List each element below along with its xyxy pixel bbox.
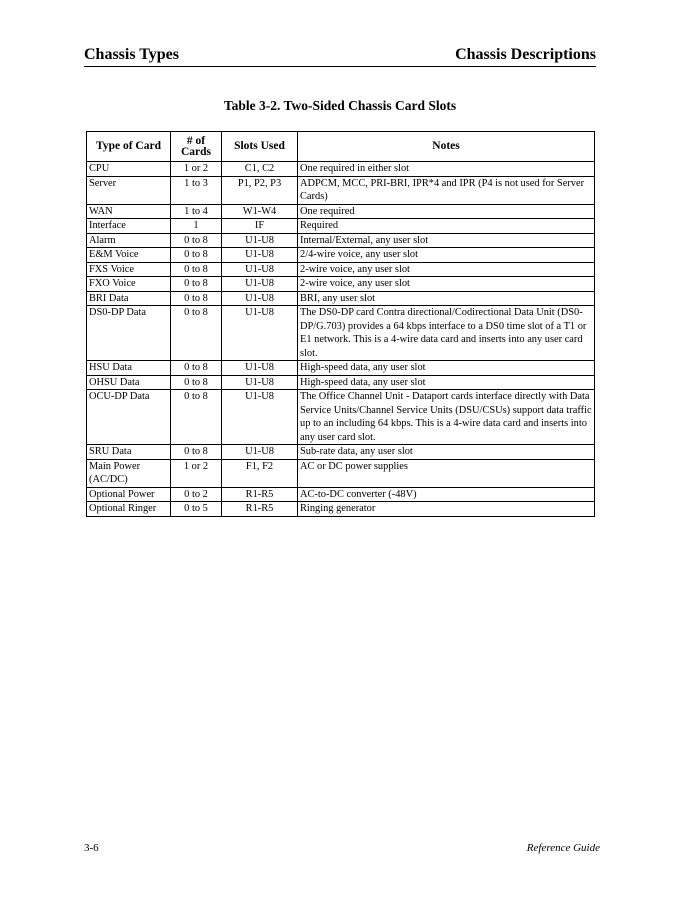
- cell-card-type: Alarm: [87, 233, 171, 248]
- header-section-title: Chassis Types: [84, 46, 179, 63]
- cell-notes: Sub-rate data, any user slot: [298, 445, 595, 460]
- cell-slots-used: U1-U8: [222, 291, 298, 306]
- cell-slots-used: R1-R5: [222, 502, 298, 517]
- cell-notes: 2/4-wire voice, any user slot: [298, 248, 595, 263]
- column-header-notes: Notes: [298, 132, 595, 162]
- cell-card-type: FXO Voice: [87, 277, 171, 292]
- cell-card-type: DS0-DP Data: [87, 306, 171, 361]
- cell-notes: ADPCM, MCC, PRI-BRI, IPR*4 and IPR (P4 is not used for Server Cards): [298, 176, 595, 204]
- table-row: [87, 361, 595, 376]
- cell-card-type: Optional Ringer: [87, 502, 171, 517]
- table-row: [87, 204, 595, 219]
- table-body: [87, 162, 595, 517]
- cell-notes: High-speed data, any user slot: [298, 375, 595, 390]
- cell-card-type: OCU-DP Data: [87, 390, 171, 445]
- cell-card-count: 0 to 8: [171, 262, 222, 277]
- cell-card-count: 0 to 8: [171, 361, 222, 376]
- cell-notes: BRI, any user slot: [298, 291, 595, 306]
- cell-notes: Ringing generator: [298, 502, 595, 517]
- cell-notes: One required: [298, 204, 595, 219]
- cell-card-type: E&M Voice: [87, 248, 171, 263]
- cell-slots-used: U1-U8: [222, 248, 298, 263]
- table-row: [87, 176, 595, 204]
- cell-card-count: 0 to 8: [171, 233, 222, 248]
- column-header-slots: Slots Used: [222, 132, 298, 162]
- cell-notes: 2-wire voice, any user slot: [298, 277, 595, 292]
- cell-card-count: 0 to 8: [171, 445, 222, 460]
- cell-notes: Internal/External, any user slot: [298, 233, 595, 248]
- cell-slots-used: U1-U8: [222, 445, 298, 460]
- cell-card-type: Main Power (AC/DC): [87, 459, 171, 487]
- table-row: [87, 502, 595, 517]
- cell-card-type: Server: [87, 176, 171, 204]
- table-row: [87, 445, 595, 460]
- cell-card-type: WAN: [87, 204, 171, 219]
- cell-card-type: HSU Data: [87, 361, 171, 376]
- cell-slots-used: U1-U8: [222, 277, 298, 292]
- cell-card-count: 1 or 2: [171, 162, 222, 177]
- cell-card-type: OHSU Data: [87, 375, 171, 390]
- cell-card-count: 0 to 5: [171, 502, 222, 517]
- cell-card-count: 0 to 8: [171, 375, 222, 390]
- table-title: Table 3-2. Two-Sided Chassis Card Slots: [223, 98, 457, 113]
- page-number: 3-6: [84, 842, 99, 854]
- cell-slots-used: U1-U8: [222, 262, 298, 277]
- cell-slots-used: W1-W4: [222, 204, 298, 219]
- table-row: [87, 262, 595, 277]
- table-row: [87, 459, 595, 487]
- header-chapter-title: Chassis Descriptions: [455, 46, 596, 63]
- cell-slots-used: C1, C2: [222, 162, 298, 177]
- cell-slots-used: F1, F2: [222, 459, 298, 487]
- cell-card-count: 0 to 8: [171, 248, 222, 263]
- cell-notes: The DS0-DP card Contra directional/Codirectional Data Unit (DS0-DP/G.703) provides a 64 kbps interface to a DS0 time slot of a T1 or E1 network. This is a 4-wire data card and inserts into any user card slot.: [298, 306, 595, 361]
- cell-notes: Required: [298, 219, 595, 234]
- cell-card-count: 0 to 8: [171, 306, 222, 361]
- cell-card-type: CPU: [87, 162, 171, 177]
- table-row: [87, 219, 595, 234]
- cell-card-count: 0 to 8: [171, 390, 222, 445]
- cell-card-count: 0 to 8: [171, 291, 222, 306]
- cell-slots-used: U1-U8: [222, 233, 298, 248]
- table-row: [87, 375, 595, 390]
- table-row: [87, 162, 595, 177]
- column-header-count: # of Cards: [171, 132, 222, 162]
- cell-card-type: FXS Voice: [87, 262, 171, 277]
- cell-slots-used: IF: [222, 219, 298, 234]
- cell-slots-used: R1-R5: [222, 487, 298, 502]
- table-row: [87, 277, 595, 292]
- cell-notes: The Office Channel Unit - Dataport cards interface directly with Data Service Units/Channel Service Units (DSU/CSUs) support data traffic up to an including 64 kbps. This is a 4-wire data card and inserts into any user card slot.: [298, 390, 595, 445]
- table-row: [87, 306, 595, 361]
- page-footer: [84, 842, 600, 854]
- document-title: Reference Guide: [526, 842, 600, 854]
- cell-slots-used: P1, P2, P3: [222, 176, 298, 204]
- cell-card-count: 1 to 4: [171, 204, 222, 219]
- cell-card-type: BRI Data: [87, 291, 171, 306]
- cell-card-count: 1 or 2: [171, 459, 222, 487]
- table-row: [87, 487, 595, 502]
- cell-notes: High-speed data, any user slot: [298, 361, 595, 376]
- column-header-type: Type of Card: [87, 132, 171, 162]
- card-slots-table: [86, 131, 595, 517]
- cell-card-count: 0 to 2: [171, 487, 222, 502]
- table-row: [87, 233, 595, 248]
- cell-card-type: Interface: [87, 219, 171, 234]
- table-row: [87, 248, 595, 263]
- cell-slots-used: U1-U8: [222, 390, 298, 445]
- cell-notes: 2-wire voice, any user slot: [298, 262, 595, 277]
- cell-card-count: 1: [171, 219, 222, 234]
- cell-notes: AC or DC power supplies: [298, 459, 595, 487]
- cell-card-type: SRU Data: [87, 445, 171, 460]
- table-row: [87, 390, 595, 445]
- page-header: [84, 42, 596, 67]
- cell-card-count: 0 to 8: [171, 277, 222, 292]
- cell-slots-used: U1-U8: [222, 375, 298, 390]
- table-header-row: [87, 132, 595, 162]
- cell-notes: One required in either slot: [298, 162, 595, 177]
- cell-slots-used: U1-U8: [222, 361, 298, 376]
- table-row: [87, 291, 595, 306]
- cell-slots-used: U1-U8: [222, 306, 298, 361]
- cell-card-type: Optional Power: [87, 487, 171, 502]
- cell-notes: AC-to-DC converter (-48V): [298, 487, 595, 502]
- cell-card-count: 1 to 3: [171, 176, 222, 204]
